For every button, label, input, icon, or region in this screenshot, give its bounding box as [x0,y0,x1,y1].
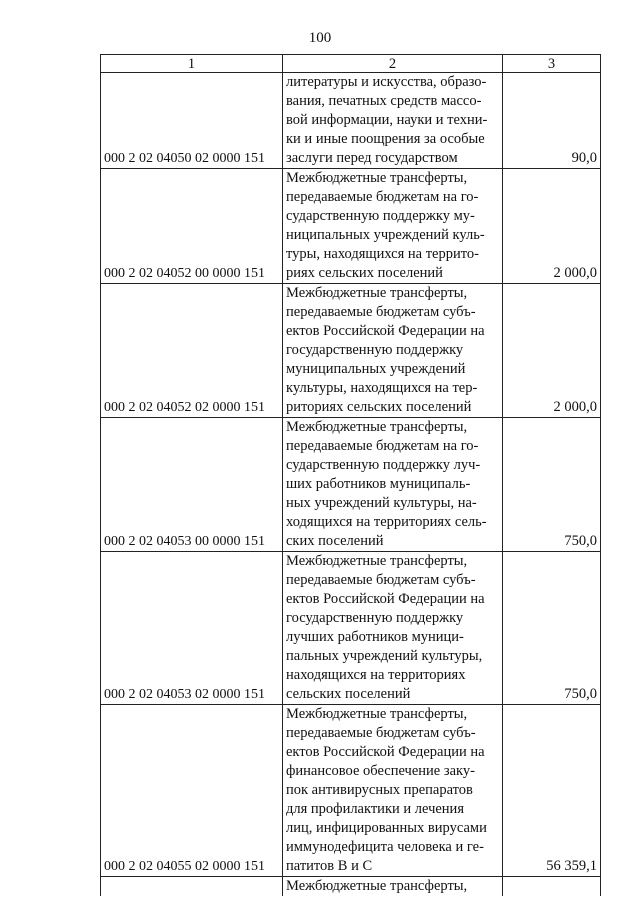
description-cell [283,418,503,552]
budget-code-cell: 000 2 02 04052 00 0000 151 [101,169,283,284]
description-line: государственную поддержку [286,342,464,358]
description-cell [283,169,503,284]
description-line: ных учреждений культуры, на- [286,495,477,511]
budget-code-cell: 000 2 02 04053 00 0000 151 [101,418,283,552]
table-row [101,169,601,284]
amount-cell: 2 000,0 [503,169,601,284]
budget-code-cell: 000 2 02 04052 02 0000 151 [101,284,283,418]
description-line: ших работников муниципаль- [286,476,471,492]
description-line: передаваемые бюджетам на го- [286,438,479,454]
description-line: Межбюджетные трансферты, [286,553,468,569]
budget-code-cell: 000 2 02 04055 02 0000 151 [101,705,283,877]
description-line: ектов Российской Федерации на [286,744,485,760]
description-line: Межбюджетные трансферты, [286,170,468,186]
table-body [101,73,601,897]
page-number: 100 [308,30,332,46]
description-line: находящихся на территориях [286,667,466,683]
column-header-2: 2 [283,55,503,73]
description-line: ниципальных учреждений куль- [286,227,485,243]
column-header-1: 1 [101,55,283,73]
description-line: риях сельских поселений [286,265,443,281]
description-line: государственную поддержку [286,610,464,626]
description-line: литературы и искусства, образо- [286,74,487,90]
description-cell [283,552,503,705]
table-row [101,552,601,705]
table-row [101,284,601,418]
amount-cell: 90,0 [503,73,601,169]
description-line: вания, печатных средств массо- [286,93,482,109]
description-line: туры, находящихся на террито- [286,246,479,262]
description-line: Межбюджетные трансферты, [286,419,468,435]
description-line: вой информации, науки и техни- [286,112,488,128]
column-header-3: 3 [503,55,601,73]
description-line: сударственную поддержку луч- [286,457,481,473]
amount-cell: 750,0 [503,418,601,552]
description-line: пок антивирусных препаратов [286,782,473,798]
description-line: для профилактики и лечения [286,801,464,817]
description-line: ских поселений [286,533,384,549]
amount-cell: 750,0 [503,552,601,705]
description-line: ектов Российской Федерации на [286,591,485,607]
description-line: передаваемые бюджетам субъ- [286,304,476,320]
description-line: культуры, находящихся на тер- [286,380,478,396]
description-line: патитов В и С [286,858,373,874]
amount-cell: 56 359,1 [503,705,601,877]
description-line: сударственную поддержку му- [286,208,475,224]
budget-table [100,54,601,896]
budget-code-cell [101,877,283,897]
description-line: передаваемые бюджетам на го- [286,189,479,205]
table-row [101,705,601,877]
table-row [101,73,601,169]
description-line: риториях сельских поселений [286,399,472,415]
budget-code-cell: 000 2 02 04050 02 0000 151 [101,73,283,169]
description-line: сельских поселений [286,686,411,702]
budget-code-cell: 000 2 02 04053 02 0000 151 [101,552,283,705]
description-line: ки и иные поощрения за особые [286,131,485,147]
description-cell [283,705,503,877]
description-line: передаваемые бюджетам субъ- [286,725,476,741]
description-line: Межбюджетные трансферты, [286,285,468,301]
description-line: финансовое обеспечение заку- [286,763,475,779]
description-line: передаваемые бюджетам субъ- [286,572,476,588]
description-line: ектов Российской Федерации на [286,323,485,339]
description-cell [283,73,503,169]
description-line: Межбюджетные трансферты, [286,706,468,722]
description-line: заслуги перед государством [286,150,458,166]
description-line: Межбюджетные трансферты, [286,878,468,894]
description-line: муниципальных учреждений [286,361,466,377]
description-line: иммунодефицита человека и ге- [286,839,484,855]
description-cell [283,284,503,418]
description-line: лучших работников муници- [286,629,464,645]
description-line: пальных учреждений культуры, [286,648,483,664]
table-row [101,877,601,897]
table-header-row [101,55,601,73]
description-cell [283,877,503,897]
table-row [101,418,601,552]
amount-cell: 2 000,0 [503,284,601,418]
description-line: ходящихся на территориях сель- [286,514,487,530]
amount-cell [503,877,601,897]
description-line: лиц, инфицированных вирусами [286,820,487,836]
